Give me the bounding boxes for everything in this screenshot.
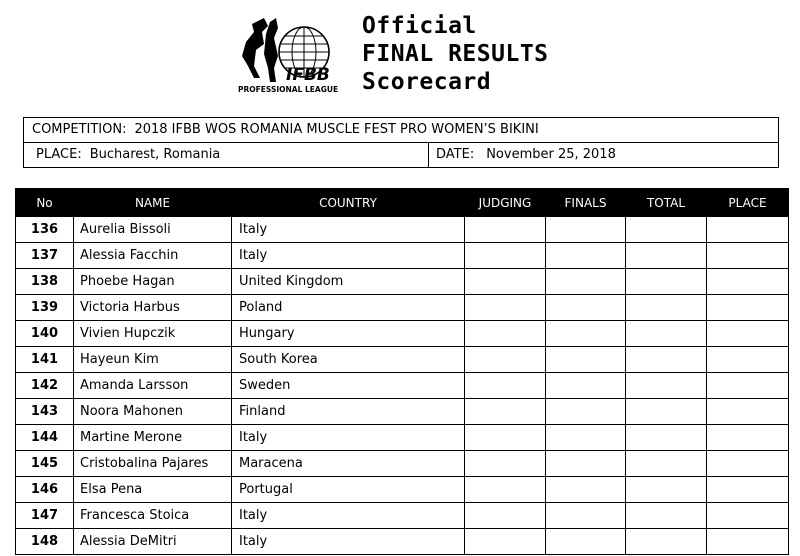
country-cell: United Kingdom	[232, 269, 465, 295]
logo-sub-text: PROFESSIONAL LEAGUE	[238, 85, 339, 94]
header-place: PLACE	[707, 189, 789, 217]
country-cell: Italy	[232, 425, 465, 451]
date-value: November 25, 2018	[486, 147, 616, 162]
name-cell: Cristobalina Pajares	[74, 451, 232, 477]
judging-cell	[465, 425, 546, 451]
judging-cell	[465, 529, 546, 555]
total-cell	[626, 451, 707, 477]
place-cell	[707, 451, 789, 477]
place-cell	[707, 295, 789, 321]
total-cell	[626, 477, 707, 503]
place-cell	[707, 373, 789, 399]
finals-cell	[546, 373, 626, 399]
table-row	[16, 321, 789, 347]
place-label: PLACE:	[36, 147, 82, 162]
finals-cell	[546, 503, 626, 529]
no-cell: 137	[16, 243, 74, 269]
judging-cell	[465, 503, 546, 529]
total-cell	[626, 529, 707, 555]
total-cell	[626, 243, 707, 269]
no-cell: 138	[16, 269, 74, 295]
document-title	[362, 12, 549, 96]
place-cell	[707, 503, 789, 529]
place-cell	[707, 217, 789, 243]
finals-cell	[546, 425, 626, 451]
no-cell: 146	[16, 477, 74, 503]
logo-main-text: IFBB	[286, 65, 330, 85]
header-country: COUNTRY	[232, 189, 465, 217]
name-cell: Alessia Facchin	[74, 243, 232, 269]
place-cell	[707, 243, 789, 269]
judging-cell	[465, 217, 546, 243]
judging-cell	[465, 451, 546, 477]
country-cell: South Korea	[232, 347, 465, 373]
table-row	[16, 295, 789, 321]
date-label: DATE:	[436, 147, 475, 162]
judging-cell	[465, 399, 546, 425]
country-cell: Portugal	[232, 477, 465, 503]
place-value: Bucharest, Romania	[89, 147, 221, 162]
table-row	[16, 269, 789, 295]
place-cell	[707, 269, 789, 295]
place-cell	[707, 399, 789, 425]
title-line-final-results: FINAL RESULTS	[362, 41, 549, 67]
name-cell: Amanda Larsson	[74, 373, 232, 399]
table-row	[16, 347, 789, 373]
competition-row	[24, 118, 778, 143]
country-cell: Maracena	[232, 451, 465, 477]
no-cell: 141	[16, 347, 74, 373]
country-cell: Sweden	[232, 373, 465, 399]
country-cell: Finland	[232, 399, 465, 425]
table-row	[16, 503, 789, 529]
name-cell: Noora Mahonen	[74, 399, 232, 425]
finals-cell	[546, 347, 626, 373]
finals-cell	[546, 321, 626, 347]
total-cell	[626, 269, 707, 295]
name-cell: Vivien Hupczik	[74, 321, 232, 347]
total-cell	[626, 295, 707, 321]
name-cell: Hayeun Kim	[74, 347, 232, 373]
competition-label: COMPETITION:	[32, 122, 127, 137]
no-cell: 139	[16, 295, 74, 321]
total-cell	[626, 503, 707, 529]
table-row	[16, 373, 789, 399]
total-cell	[626, 399, 707, 425]
judging-cell	[465, 347, 546, 373]
total-cell	[626, 425, 707, 451]
country-cell: Italy	[232, 217, 465, 243]
table-row	[16, 529, 789, 555]
total-cell	[626, 373, 707, 399]
header-no: No	[16, 189, 74, 217]
header-name: NAME	[74, 189, 232, 217]
country-cell: Italy	[232, 243, 465, 269]
finals-cell	[546, 451, 626, 477]
country-cell: Italy	[232, 503, 465, 529]
competition-value: 2018 IFBB WOS ROMANIA MUSCLE FEST PRO WOMEN’S BIKINI	[134, 122, 539, 137]
finals-cell	[546, 399, 626, 425]
title-line-scorecard: Scorecard	[362, 69, 492, 95]
ifbb-logo	[234, 16, 350, 96]
no-cell: 142	[16, 373, 74, 399]
header-finals: FINALS	[546, 189, 626, 217]
total-cell	[626, 347, 707, 373]
finals-cell	[546, 529, 626, 555]
no-cell: 143	[16, 399, 74, 425]
judging-cell	[465, 477, 546, 503]
no-cell: 145	[16, 451, 74, 477]
competition-info-box	[23, 117, 779, 168]
name-cell: Martine Merone	[74, 425, 232, 451]
table-row	[16, 217, 789, 243]
place-cell	[707, 321, 789, 347]
no-cell: 136	[16, 217, 74, 243]
place-cell	[707, 529, 789, 555]
finals-cell	[546, 217, 626, 243]
name-cell: Alessia DeMitri	[74, 529, 232, 555]
table-row	[16, 477, 789, 503]
finals-cell	[546, 477, 626, 503]
finals-cell	[546, 269, 626, 295]
country-cell: Italy	[232, 529, 465, 555]
title-line-official: Official	[362, 13, 477, 39]
judging-cell	[465, 321, 546, 347]
total-cell	[626, 217, 707, 243]
judging-cell	[465, 243, 546, 269]
date-cell	[429, 143, 778, 167]
no-cell: 140	[16, 321, 74, 347]
header-judging: JUDGING	[465, 189, 546, 217]
results-table	[15, 188, 789, 555]
place-cell	[707, 347, 789, 373]
total-cell	[626, 321, 707, 347]
place-cell	[707, 425, 789, 451]
judging-cell	[465, 373, 546, 399]
name-cell: Phoebe Hagan	[74, 269, 232, 295]
table-row	[16, 451, 789, 477]
header-total: TOTAL	[626, 189, 707, 217]
name-cell: Francesca Stoica	[74, 503, 232, 529]
judging-cell	[465, 295, 546, 321]
no-cell: 148	[16, 529, 74, 555]
table-row	[16, 425, 789, 451]
finals-cell	[546, 243, 626, 269]
results-body	[16, 217, 789, 555]
table-header-row	[16, 189, 789, 217]
no-cell: 147	[16, 503, 74, 529]
table-row	[16, 399, 789, 425]
table-row	[16, 243, 789, 269]
place-cell	[707, 477, 789, 503]
country-cell: Poland	[232, 295, 465, 321]
judging-cell	[465, 269, 546, 295]
name-cell: Aurelia Bissoli	[74, 217, 232, 243]
name-cell: Elsa Pena	[74, 477, 232, 503]
no-cell: 144	[16, 425, 74, 451]
name-cell: Victoria Harbus	[74, 295, 232, 321]
country-cell: Hungary	[232, 321, 465, 347]
place-cell	[24, 143, 429, 167]
finals-cell	[546, 295, 626, 321]
